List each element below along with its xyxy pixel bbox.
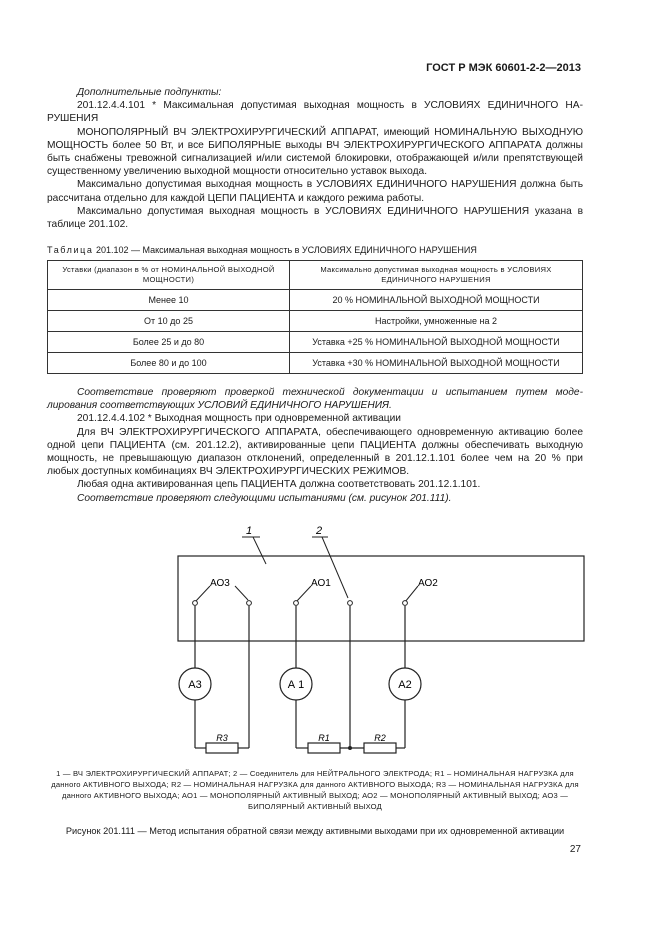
table-row bbox=[48, 290, 583, 311]
table-row bbox=[48, 353, 583, 374]
resistor-r2-label: R2 bbox=[374, 733, 386, 743]
ammeter-a1-label: А 1 bbox=[287, 679, 305, 691]
resistor-r3-label: R3 bbox=[216, 733, 228, 743]
terminal-ao1 bbox=[294, 601, 299, 606]
intro-section bbox=[47, 86, 583, 231]
table-cell: 20 % НОМИНАЛЬНОЙ ВЫХОДНОЙ МОЩНОСТИ bbox=[290, 290, 583, 311]
compliance-note-2: Соответствие проверяют следующими испытаниями (см. рисунок 201.111). bbox=[77, 492, 452, 504]
table-header-cell: Максимально допустимая выходная мощность в УСЛОВИЯХ ЕДИНИЧНОГО НАРУШЕНИЯ bbox=[290, 261, 583, 290]
callout-1-leader bbox=[253, 537, 266, 564]
power-table bbox=[47, 260, 583, 374]
section2-paragraph-2: Любая одна активированная цепь ПАЦИЕНТА должна соответствовать 201.12.1.101. bbox=[77, 479, 481, 491]
output-label-ao3: АО3 bbox=[210, 578, 230, 589]
test-circuit-diagram bbox=[0, 520, 661, 760]
compliance-note-1: Соответствие проверяют проверкой технической документации и испытанием путем моделирования соответствующих УСЛОВИЙ ЕДИНИЧНОГО НАРУШЕНИЯ. bbox=[47, 387, 583, 412]
figure-legend: 1 — ВЧ ЭЛЕКТРОХИРУРГИЧЕСКИЙ АППАРАТ; 2 — Соединитель для НЕЙТРАЛЬНОГО ЭЛЕКТРОДА; R1 – НОМИНАЛЬНАЯ НАГРУЗКА для данного АКТИВНОГО ВЫХОДА; R2 — НОМИНАЛЬНАЯ НАГРУЗКА для данного АКТИВНОГО ВЫХОДА; R3 — НОМИНАЛЬНАЯ НАГРУЗКА для данного АКТИВНОГО ВЫХОДА; АО1 — МОНОПОЛЯРНЫЙ АКТИВНЫЙ ВЫХОД; АО2 — МОНОПОЛЯРНЫЙ АКТИВНЫЙ ВЫХОД; АО3 — БИПОЛЯРНЫЙ АКТИВНЫЙ ВЫХОД bbox=[51, 769, 579, 811]
table-header-cell: Уставки (диапазон в % от НОМИНАЛЬНОЙ ВЫХОДНОЙ МОЩНОСТИ) bbox=[48, 261, 290, 290]
intro-paragraph-1: МОНОПОЛЯРНЫЙ ВЧ ЭЛЕКТРОХИРУРГИЧЕСКИЙ АППАРАТ, имеющий НОМИНАЛЬНУЮ ВЫХОДНУЮ МОЩНОСТЬ более 50 Вт, и все БИПОЛЯРНЫЕ выходы ВЧ ЭЛЕКТРОХИРУРГИЧЕСКОГО АППАРАТА должны быть снабжены тревожной сигнализацией и/или системой блокировки, отображающей и/или препятствующей существенному увеличению выходной мощности относительно уставок выхода. bbox=[47, 126, 583, 178]
resistor-r1-label: R1 bbox=[318, 733, 330, 743]
resistor-r1 bbox=[308, 743, 340, 753]
callout-1-label: 1 bbox=[246, 525, 253, 537]
table-cell: Более 25 и до 80 bbox=[48, 332, 290, 353]
terminal-ao3-left bbox=[193, 601, 198, 606]
table-caption-word: Таблица bbox=[47, 245, 94, 255]
table-cell: Уставка +30 % НОМИНАЛЬНОЙ ВЫХОДНОЙ МОЩНОСТИ bbox=[290, 353, 583, 374]
figure-caption: Рисунок 201.111 — Метод испытания обратной связи между активными выходами при их одновременной активации bbox=[65, 826, 565, 836]
apparatus-box bbox=[178, 556, 584, 641]
standard-header: ГОСТ Р МЭК 60601-2-2—2013 bbox=[426, 62, 581, 74]
table-cell: От 10 до 25 bbox=[48, 311, 290, 332]
section2-paragraph-1: Для ВЧ ЭЛЕКТРОХИРУРГИЧЕСКОГО АППАРАТА, обеспечивающего одновременную активацию более одной цепи ПАЦИЕНТА (см. 201.12.2), активированные цепи ПАЦИЕНТА должны обеспечивать выходную мощность, не превышающую диапазон отклонений, определенный в 201.12.1.101 более чем на 20 % при любых доступных комбинациях ВЧ ЭЛЕКТРОХИРУРГИЧЕСКИХ РЕЖИМОВ. bbox=[47, 426, 583, 478]
intro-paragraph-2: Максимально допустимая выходная мощность в УСЛОВИЯХ ЕДИНИЧНОГО НАРУШЕНИЯ должна быть рассчитана отдельно для каждой ЦЕПИ ПАЦИЕНТА и каждого режима работы. bbox=[47, 179, 583, 204]
clause-102-title: 201.12.4.4.102 * Выходная мощность при одновременной активации bbox=[77, 413, 401, 425]
table-caption bbox=[47, 245, 587, 256]
terminal-ao2 bbox=[403, 601, 408, 606]
subclauses-heading: Дополнительные подпункты: bbox=[77, 87, 222, 98]
callout-2-label: 2 bbox=[316, 525, 323, 537]
table-row bbox=[48, 332, 583, 353]
ammeter-a3-label: А3 bbox=[188, 679, 202, 691]
simultaneous-activation-section bbox=[47, 386, 583, 505]
table-cell: Настройки, умноженные на 2 bbox=[290, 311, 583, 332]
resistor-r2 bbox=[364, 743, 396, 753]
terminal-ao3-right bbox=[247, 601, 252, 606]
ammeter-a2-label: А2 bbox=[398, 679, 412, 691]
resistor-r3 bbox=[206, 743, 238, 753]
output-label-ao1: АО1 bbox=[311, 578, 331, 589]
table-cell: Менее 10 bbox=[48, 290, 290, 311]
table-row bbox=[48, 311, 583, 332]
clause-101-title: 201.12.4.4.101 * Максимальная допустимая выходная мощность в УСЛОВИЯХ ЕДИНИЧНОГО НАРУШЕНИЯ bbox=[47, 100, 583, 125]
table-caption-rest: 201.102 — Максимальная выходная мощность в УСЛОВИЯХ ЕДИНИЧНОГО НАРУШЕНИЯ bbox=[93, 245, 477, 255]
table-cell: Уставка +25 % НОМИНАЛЬНОЙ ВЫХОДНОЙ МОЩНОСТИ bbox=[290, 332, 583, 353]
output-label-ao2: АО2 bbox=[418, 578, 438, 589]
page-number: 27 bbox=[569, 844, 581, 855]
table-cell: Более 80 и до 100 bbox=[48, 353, 290, 374]
intro-paragraph-3: Максимально допустимая выходная мощность в УСЛОВИЯХ ЕДИНИЧНОГО НАРУШЕНИЯ указана в таблице 201.102. bbox=[47, 205, 583, 231]
table-header-row bbox=[48, 261, 583, 290]
terminal-neutral bbox=[348, 601, 353, 606]
junction-dot bbox=[348, 746, 352, 750]
